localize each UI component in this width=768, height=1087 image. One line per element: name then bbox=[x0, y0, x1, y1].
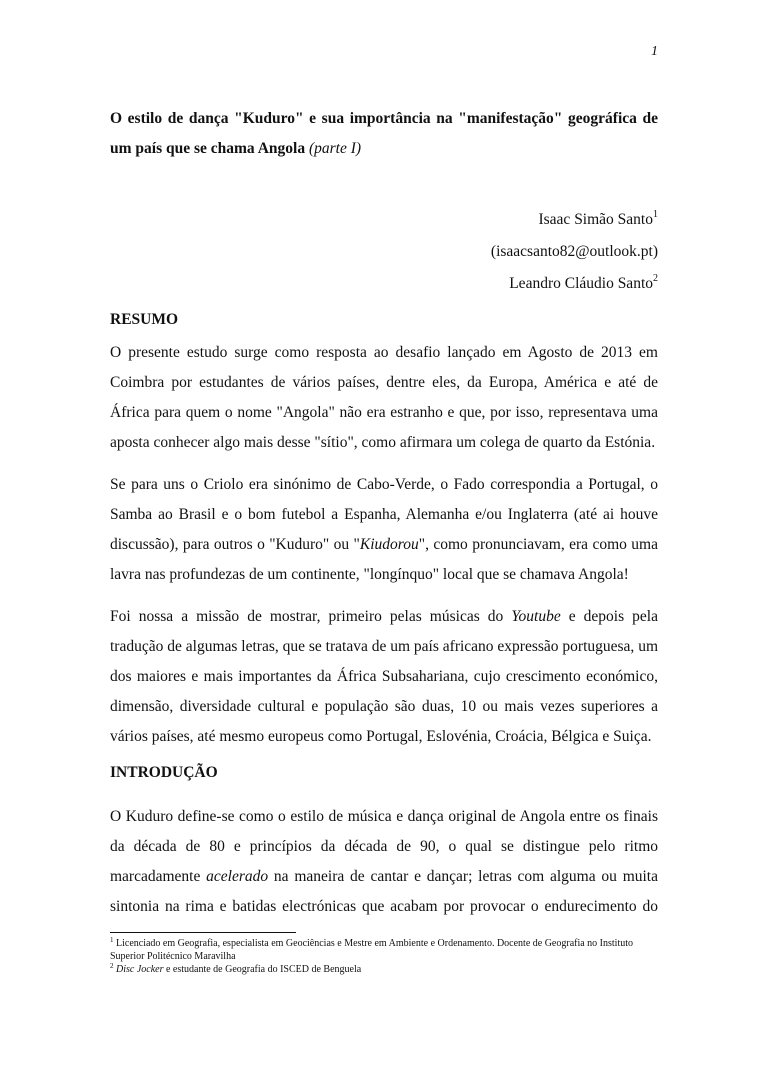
italic-term: acelerado bbox=[206, 868, 269, 885]
footnote-2: $^2$ Disc Jocker e estudante de Geografia do ISCED de Benguela bbox=[110, 962, 362, 975]
title-subtitle: (parte I) bbox=[308, 140, 362, 157]
italic-term: Kiudorou bbox=[359, 536, 419, 553]
resumo-paragraph-1: O presente estudo surge como resposta ao desafio lançado em Agosto de 2013 em Coimbra por estudantes de vários países, dentre eles, da Europa, América e até de África para quem o nome "Angola" não era estranho e que, por isso, representava uma aposta conhecer algo mais desse "sítio", como afirmara um colega de quarto da Estónia. bbox=[110, 344, 658, 451]
introducao-body bbox=[110, 802, 658, 934]
page-number: 1 bbox=[651, 44, 658, 59]
author-2-footnote-mark: 2 bbox=[653, 273, 658, 284]
resumo-paragraph-3: Foi nossa a missão de mostrar, primeiro pelas músicas do Youtube e depois pela tradução de algumas letras, que se tratava de um país africano expressão portuguesa, um dos maiores e mais importantes da África Subsahariana, cujo crescimento económico, dimensão, diversidade cultural e população são duas, 10 ou mais vezes superiores a vários países, até mesmo europeus como Portugal, Eslovénia, Croácia, Bélgica e Suiça. bbox=[110, 608, 658, 745]
footnote-divider bbox=[110, 932, 296, 933]
footnote-2-mark: 2 bbox=[110, 962, 114, 970]
author-2-name: Leandro Cláudio Santo bbox=[509, 275, 653, 292]
paper-title bbox=[110, 104, 658, 164]
author-1-footnote-mark: 1 bbox=[653, 209, 658, 220]
author-1-email: (isaacsanto82@outlook.pt) bbox=[490, 243, 658, 260]
author-block bbox=[491, 204, 658, 300]
footnotes bbox=[110, 937, 658, 976]
footnote-1-mark: 1 bbox=[110, 936, 114, 944]
title-main: O estilo de dança "Kuduro" e sua importância na "manifestação" geográfica de um país que se chama Angola bbox=[110, 110, 658, 157]
author-2 bbox=[491, 268, 658, 300]
resumo-heading: RESUMO bbox=[110, 311, 179, 328]
author-1-name: Isaac Simão Santo bbox=[538, 211, 653, 228]
author-1 bbox=[491, 204, 658, 236]
resumo-body bbox=[110, 338, 658, 764]
introducao-heading: INTRODUÇÃO bbox=[110, 764, 218, 781]
italic-term: Youtube bbox=[511, 608, 561, 625]
resumo-paragraph-2: Se para uns o Criolo era sinónimo de Cabo-Verde, o Fado correspondia a Portugal, o Samba ao Brasil e o bom futebol a Espanha, Alemanha e/ou Inglaterra (até ai houve discussão), para outros o "Kuduro" ou "Kiudorou", como pronunciavam, era como uma lavra nas profundezas de um continente, "longínquo" local que se chamava Angola! bbox=[110, 476, 658, 583]
footnote-1: $^1$ Licenciado em Geografia, especialista em Geociências e Mestre em Ambiente e Ordenamento. Docente de Geografia no Instituto Superior Politécnico Maravilha bbox=[110, 936, 634, 962]
italic-term: Disc Jocker bbox=[116, 964, 164, 975]
introducao-paragraph-1: O Kuduro define-se como o estilo de música e dança original de Angola entre os finais da década de 80 e princípios da década de 90, o qual se distingue pelo ritmo marcadamente acelerado na maneira de cantar e dançar; letras com alguma ou muita sintonia na rima e batidas electrónicas que acabam por provocar o endurecimento do bbox=[110, 808, 658, 915]
